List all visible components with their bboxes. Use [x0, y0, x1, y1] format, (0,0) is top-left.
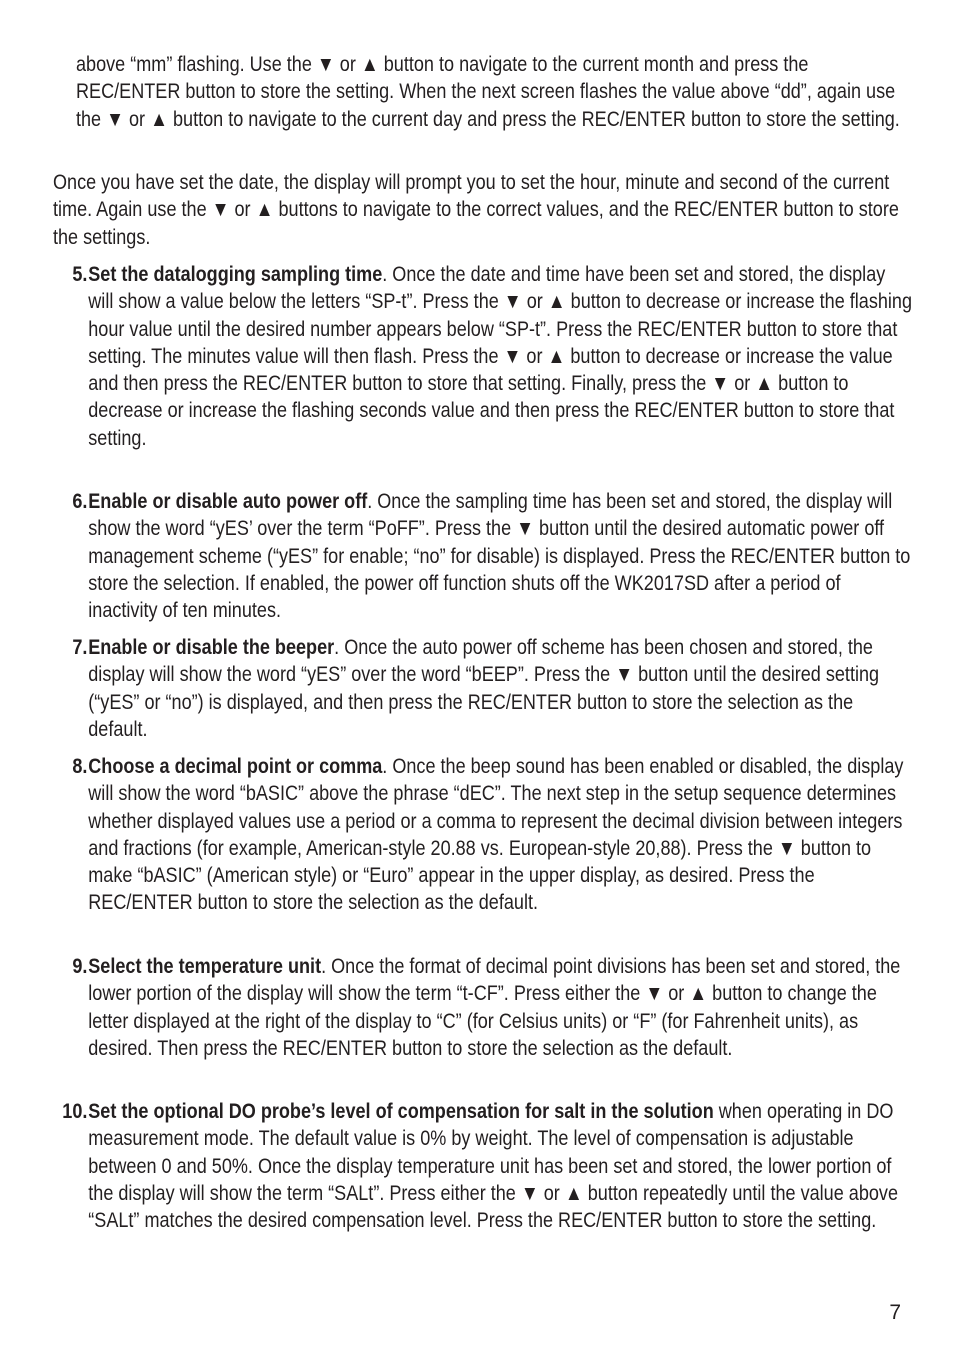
date-time-paragraph: Once you have set the date, the display will prompt you to set the hour, minute and second of the current time. Again use the ▼ or ▲ buttons to navigate to the correct values, and the REC/ENTER button to store the settings.: [53, 171, 899, 249]
step-title: Select the temperature unit: [88, 955, 322, 978]
step-number: 6.: [72, 490, 88, 513]
step-number: 5.: [72, 263, 88, 286]
step-text: . Once the sampling time has been set and stored, the display will show the word “yES’ over the term “PoFF”. Press the ▼ button until the desired automatic power off management scheme (“yES” for enable; “no” for disable) is displayed. Press the REC/ENTER button to store the selection. If enabled, the power off function shuts off the WK2017SD after a period of inactivity of ten minutes.: [88, 490, 911, 623]
step-7: [53, 634, 913, 743]
step-number: 7.: [72, 636, 88, 659]
step-number: 9.: [72, 955, 88, 978]
continuation-paragraph: above “mm” flashing. Use the ▼ or ▲ button to navigate to the current month and press the REC/ENTER button to store the setting. When the next screen flashes the value above “dd”, again use the ▼ or ▲ button to navigate to the current day and press the REC/ENTER button to store the setting.: [76, 53, 900, 131]
step-5: [53, 261, 913, 452]
step-number: 10.: [62, 1100, 88, 1123]
step-text: . Once the format of decimal point divisions has been set and stored, the lower portion of the display will show the term “t-CF”. Press either the ▼ or ▲ button to change the letter displayed at the right of the display to “C” (for Celsius units) or “F” (for Fahrenheit units), as desired. Then press the REC/ENTER button to store the selection as the default.: [88, 955, 901, 1060]
step-8: [53, 753, 913, 917]
step-title: Set the datalogging sampling time: [88, 263, 383, 286]
step-text: when operating in DO measurement mode. The default value is 0% by weight. The level of compensation is adjustable between 0 and 50%. Once the display temperature unit has been set and stored, the lower portion of the display will show the term “SALt”. Press either the ▼ or ▲ button repeatedly until the value above “SALt” matches the desired compensation level. Press the REC/ENTER button to store the setting.: [88, 1100, 898, 1233]
step-title: Set the optional DO probe’s level of compensation for salt in the solution: [88, 1100, 714, 1123]
step-text: . Once the beep sound has been enabled or disabled, the display will show the word “bASIC” above the phrase “dEC”. The next step in the setup sequence determines whether displayed values use a period or a comma to represent the decimal division between integers and fractions (for example, American-style 20.88 vs. European-style 20,88). Press the ▼ button to make “bASIC” (American style) or “Euro” appear in the upper display, as desired. Press the REC/ENTER button to store the selection as the default.: [88, 755, 904, 915]
step-title: Enable or disable the beeper: [88, 636, 335, 659]
step-number: 8.: [72, 755, 88, 778]
step-9: [53, 953, 913, 1062]
step-title: Enable or disable auto power off: [88, 490, 368, 513]
page-number: 7: [889, 1301, 901, 1324]
step-text: . Once the auto power off scheme has been chosen and stored, the display will show the word “yES” over the word “bEEP”. Press the ▼ button until the desired setting (“yES” or “no”) is displayed, and then press the REC/ENTER button to store the selection as the default.: [88, 636, 880, 741]
step-text: . Once the date and time have been set and stored, the display will show a value below the letters “SP-t”. Press the ▼ or ▲ button to decrease or increase the flashing hour value until the desired number appears below “SP-t”. Press the REC/ENTER button to store that setting. The minutes value will then flash. Press the ▼ or ▲ button to decrease or increase the value and then press the REC/ENTER button to store that setting. Finally, press the ▼ or ▲ button to decrease or increase the flashing seconds value and then press the REC/ENTER button to store that setting.: [88, 263, 913, 450]
step-10: [53, 1098, 913, 1234]
step-title: Choose a decimal point or comma: [88, 755, 383, 778]
step-6: [53, 488, 913, 624]
